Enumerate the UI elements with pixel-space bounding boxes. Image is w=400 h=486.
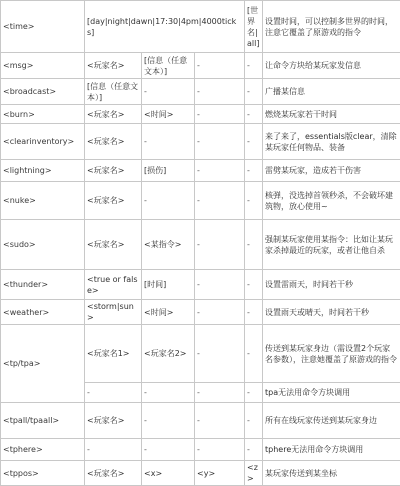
command-cell: <tppos> [1, 461, 85, 486]
arg2-cell: - [142, 79, 195, 105]
description-cell: 广播某信息 [263, 79, 400, 105]
description-cell: 设置时间，可以控制多世界的时间，注意它覆盖了原游戏的指令 [263, 1, 400, 53]
description-cell: 所有在线玩家传送到某玩家身边 [263, 403, 400, 439]
arg4-cell: - [245, 403, 263, 439]
arg2-cell: <时间> [142, 300, 195, 325]
description-cell: 传送到某玩家身边（需设置2个玩家名参数），注意她覆盖了原游戏的指令 [263, 325, 400, 383]
arg2-cell: <时间> [142, 105, 195, 124]
description-cell: 来了来了，essentials版clear，清除某玩家任何物品、装备 [263, 124, 400, 160]
arg1-cell: <玩家名1> [85, 325, 142, 383]
command-cell: <tphere> [1, 439, 85, 461]
arg4-cell: - [245, 439, 263, 461]
description-cell: 雷劈某玩家，造成若干伤害 [263, 160, 400, 182]
command-cell: <tp/tpa> [1, 325, 85, 403]
arg3-cell: - [195, 53, 245, 79]
arg4-cell: - [245, 53, 263, 79]
arg1-cell: <storm|sun> [85, 300, 142, 325]
arg1-cell: <玩家名> [85, 461, 142, 486]
table-row [1, 53, 400, 79]
table-row [1, 79, 400, 105]
description-cell: 强制某玩家使用某指令：比如让某玩家杀掉最近的玩家，或者让他自杀 [263, 220, 400, 270]
arg3-cell: - [195, 160, 245, 182]
arg1-cell: - [85, 383, 142, 403]
table-row [1, 124, 400, 160]
arg1-cell: <玩家名> [85, 220, 142, 270]
arg1-cell: <玩家名> [85, 124, 142, 160]
arg4-cell: - [245, 124, 263, 160]
arg3-cell: - [195, 439, 245, 461]
arg1-cell: - [85, 439, 142, 461]
arg4-cell: - [245, 383, 263, 403]
arg2-cell: - [142, 383, 195, 403]
command-cell: <sudo> [1, 220, 85, 270]
command-table-body [1, 1, 400, 486]
table-row [1, 439, 400, 461]
arg4-cell: - [245, 325, 263, 383]
arg4-cell: - [245, 79, 263, 105]
arg3-cell: - [195, 383, 245, 403]
arg3-cell: - [195, 325, 245, 383]
arg3-cell: - [195, 403, 245, 439]
arg1-cell: [day|night|dawn|17:30|4pm|4000ticks] [85, 1, 245, 53]
arg2-cell: - [142, 403, 195, 439]
command-cell: <weather> [1, 300, 85, 325]
arg1-cell: <玩家名> [85, 403, 142, 439]
table-row [1, 461, 400, 486]
description-cell: 让命令方块给某玩家发信息 [263, 53, 400, 79]
arg3-cell: <y> [195, 461, 245, 486]
arg3-cell: - [195, 105, 245, 124]
command-cell: <time> [1, 1, 85, 53]
arg2-cell: <某指令> [142, 220, 195, 270]
arg3-cell: - [195, 270, 245, 300]
arg1-cell: <玩家名> [85, 53, 142, 79]
arg2-cell: [信息（任意文本）] [142, 53, 195, 79]
arg3-cell: - [195, 124, 245, 160]
arg3-cell: - [195, 79, 245, 105]
arg3-cell: - [195, 300, 245, 325]
table-row [1, 160, 400, 182]
table-row [1, 105, 400, 124]
command-cell: <burn> [1, 105, 85, 124]
arg3-cell: - [195, 220, 245, 270]
description-cell: 燃烧某玩家若干时间 [263, 105, 400, 124]
arg2-cell: - [142, 182, 195, 220]
description-cell: 核弹，没选掉首领秒杀，不会破坏建筑物，放心使用~ [263, 182, 400, 220]
description-cell: tpa无法用命令方块调用 [263, 383, 400, 403]
command-cell: <msg> [1, 53, 85, 79]
arg4-cell: - [245, 182, 263, 220]
table-row [1, 270, 400, 300]
description-cell: 设置雨天或晴天，时间若干秒 [263, 300, 400, 325]
arg4-cell: - [245, 105, 263, 124]
command-cell: <broadcast> [1, 79, 85, 105]
arg2-cell: - [142, 439, 195, 461]
arg2-cell: <x> [142, 461, 195, 486]
table-row [1, 325, 400, 383]
command-cell: <tpall/tpaall> [1, 403, 85, 439]
arg1-cell: <true or false> [85, 270, 142, 300]
arg2-cell: <玩家名2> [142, 325, 195, 383]
arg2-cell: [损伤] [142, 160, 195, 182]
table-row [1, 1, 400, 53]
description-cell: 某玩家传送到某坐标 [263, 461, 400, 486]
table-row [1, 403, 400, 439]
arg4-cell: <z> [245, 461, 263, 486]
arg3-cell: - [195, 182, 245, 220]
description-cell: tphere无法用命令方块调用 [263, 439, 400, 461]
arg1-cell: <玩家名> [85, 160, 142, 182]
arg2-cell: - [142, 124, 195, 160]
arg4-cell: [世界名|all] [245, 1, 263, 53]
arg1-cell: [信息（任意文本）] [85, 79, 142, 105]
arg1-cell: <玩家名> [85, 182, 142, 220]
arg2-cell: [时间] [142, 270, 195, 300]
description-cell: 设置雷雨天，时间若干秒 [263, 270, 400, 300]
arg4-cell: - [245, 220, 263, 270]
table-row [1, 220, 400, 270]
command-cell: <nuke> [1, 182, 85, 220]
table-row [1, 182, 400, 220]
arg1-cell: <玩家名> [85, 105, 142, 124]
command-cell: <thunder> [1, 270, 85, 300]
table-row [1, 300, 400, 325]
arg4-cell: - [245, 270, 263, 300]
command-cell: <lightning> [1, 160, 85, 182]
arg4-cell: - [245, 300, 263, 325]
arg4-cell: - [245, 160, 263, 182]
command-cell: <clearinventory> [1, 124, 85, 160]
